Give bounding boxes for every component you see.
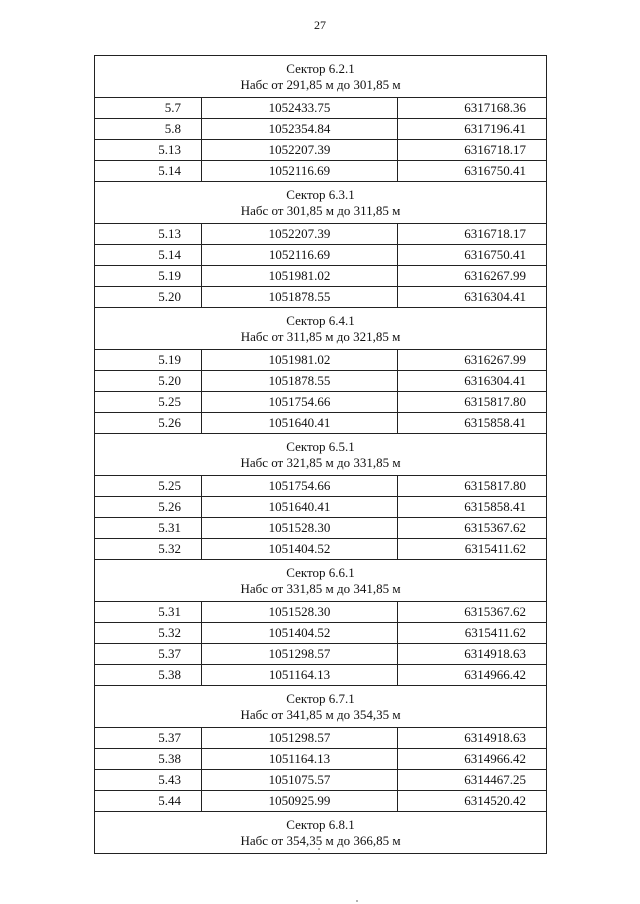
point-number-cell: 5.43: [95, 770, 202, 791]
table-row: [95, 770, 547, 791]
x-coordinate-cell: 1051754.66: [202, 476, 398, 497]
point-number-cell: 5.7: [95, 98, 202, 119]
sector-title: Сектор 6.3.1: [286, 187, 355, 202]
y-coordinate-cell: 6314918.63: [398, 644, 547, 665]
point-number-cell: 5.14: [95, 161, 202, 182]
sector-header-row: [95, 182, 547, 224]
sector-elevation-range: Набс от 291,85 м до 301,85 м: [240, 77, 401, 92]
point-number-cell: 5.37: [95, 728, 202, 749]
scan-speck: [356, 900, 358, 902]
y-coordinate-cell: 6314520.42: [398, 791, 547, 812]
x-coordinate-cell: 1050925.99: [202, 791, 398, 812]
table-row: [95, 728, 547, 749]
sector-header: [95, 308, 547, 350]
x-coordinate-cell: 1051164.13: [202, 749, 398, 770]
y-coordinate-cell: 6315411.62: [398, 623, 547, 644]
y-coordinate-cell: 6316267.99: [398, 350, 547, 371]
sector-header: [95, 56, 547, 98]
sector-title: Сектор 6.2.1: [286, 61, 355, 76]
y-coordinate-cell: 6315367.62: [398, 518, 547, 539]
x-coordinate-cell: 1052116.69: [202, 245, 398, 266]
y-coordinate-cell: 6317196.41: [398, 119, 547, 140]
sector-elevation-range: Набс от 331,85 м до 341,85 м: [240, 581, 401, 596]
table-row: [95, 791, 547, 812]
point-number-cell: 5.26: [95, 497, 202, 518]
table-row: [95, 602, 547, 623]
point-number-cell: 5.37: [95, 644, 202, 665]
x-coordinate-cell: 1051640.41: [202, 413, 398, 434]
table-row: [95, 245, 547, 266]
scan-speck: [318, 848, 320, 850]
y-coordinate-cell: 6314467.25: [398, 770, 547, 791]
y-coordinate-cell: 6315367.62: [398, 602, 547, 623]
sector-header: [95, 434, 547, 476]
sector-header-row: [95, 686, 547, 728]
x-coordinate-cell: 1051075.57: [202, 770, 398, 791]
y-coordinate-cell: 6316267.99: [398, 266, 547, 287]
table-row: [95, 623, 547, 644]
y-coordinate-cell: 6315858.41: [398, 497, 547, 518]
y-coordinate-cell: 6316304.41: [398, 371, 547, 392]
table-row: [95, 476, 547, 497]
point-number-cell: 5.31: [95, 518, 202, 539]
point-number-cell: 5.32: [95, 623, 202, 644]
x-coordinate-cell: 1052207.39: [202, 140, 398, 161]
sector-elevation-range: Набс от 321,85 м до 331,85 м: [240, 455, 401, 470]
sector-header-row: [95, 56, 547, 98]
table-row: [95, 161, 547, 182]
x-coordinate-cell: 1051528.30: [202, 518, 398, 539]
y-coordinate-cell: 6317168.36: [398, 98, 547, 119]
table-row: [95, 119, 547, 140]
x-coordinate-cell: 1051298.57: [202, 644, 398, 665]
sector-title: Сектор 6.7.1: [286, 691, 355, 706]
coordinates-table-body: [95, 56, 547, 854]
x-coordinate-cell: 1051878.55: [202, 371, 398, 392]
point-number-cell: 5.25: [95, 476, 202, 497]
sector-elevation-range: Набс от 354,35 м до 366,85 м: [240, 833, 401, 848]
table-row: [95, 287, 547, 308]
x-coordinate-cell: 1052433.75: [202, 98, 398, 119]
point-number-cell: 5.20: [95, 371, 202, 392]
y-coordinate-cell: 6316750.41: [398, 161, 547, 182]
point-number-cell: 5.13: [95, 224, 202, 245]
y-coordinate-cell: 6316750.41: [398, 245, 547, 266]
table-row: [95, 749, 547, 770]
x-coordinate-cell: 1051164.13: [202, 665, 398, 686]
sector-header: [95, 686, 547, 728]
x-coordinate-cell: 1052354.84: [202, 119, 398, 140]
sector-elevation-range: Набс от 301,85 м до 311,85 м: [240, 203, 401, 218]
point-number-cell: 5.31: [95, 602, 202, 623]
point-number-cell: 5.19: [95, 266, 202, 287]
sector-header-row: [95, 560, 547, 602]
sector-header: [95, 182, 547, 224]
point-number-cell: 5.8: [95, 119, 202, 140]
sector-title: Сектор 6.8.1: [286, 817, 355, 832]
sector-header: [95, 560, 547, 602]
x-coordinate-cell: 1051404.52: [202, 623, 398, 644]
table-row: [95, 518, 547, 539]
x-coordinate-cell: 1052116.69: [202, 161, 398, 182]
table-row: [95, 224, 547, 245]
y-coordinate-cell: 6315858.41: [398, 413, 547, 434]
point-number-cell: 5.13: [95, 140, 202, 161]
sector-header-row: [95, 434, 547, 476]
y-coordinate-cell: 6316304.41: [398, 287, 547, 308]
table-row: [95, 98, 547, 119]
sector-title: Сектор 6.4.1: [286, 313, 355, 328]
sector-header: [95, 812, 547, 854]
table-row: [95, 413, 547, 434]
x-coordinate-cell: 1051528.30: [202, 602, 398, 623]
point-number-cell: 5.25: [95, 392, 202, 413]
table-row: [95, 392, 547, 413]
table-row: [95, 497, 547, 518]
point-number-cell: 5.38: [95, 665, 202, 686]
sector-title: Сектор 6.6.1: [286, 565, 355, 580]
sector-header-row: [95, 308, 547, 350]
table-row: [95, 665, 547, 686]
y-coordinate-cell: 6316718.17: [398, 140, 547, 161]
x-coordinate-cell: 1051404.52: [202, 539, 398, 560]
sector-header-row: [95, 812, 547, 854]
point-number-cell: 5.32: [95, 539, 202, 560]
y-coordinate-cell: 6316718.17: [398, 224, 547, 245]
point-number-cell: 5.38: [95, 749, 202, 770]
y-coordinate-cell: 6314966.42: [398, 665, 547, 686]
y-coordinate-cell: 6314918.63: [398, 728, 547, 749]
point-number-cell: 5.26: [95, 413, 202, 434]
table-row: [95, 350, 547, 371]
coordinates-table: [94, 55, 547, 854]
x-coordinate-cell: 1051981.02: [202, 350, 398, 371]
table-row: [95, 266, 547, 287]
x-coordinate-cell: 1051754.66: [202, 392, 398, 413]
y-coordinate-cell: 6315817.80: [398, 392, 547, 413]
y-coordinate-cell: 6315817.80: [398, 476, 547, 497]
table-row: [95, 539, 547, 560]
x-coordinate-cell: 1052207.39: [202, 224, 398, 245]
point-number-cell: 5.14: [95, 245, 202, 266]
page-number: 27: [314, 18, 326, 32]
table-row: [95, 371, 547, 392]
table-row: [95, 140, 547, 161]
x-coordinate-cell: 1051640.41: [202, 497, 398, 518]
sector-elevation-range: Набс от 311,85 м до 321,85 м: [240, 329, 401, 344]
y-coordinate-cell: 6315411.62: [398, 539, 547, 560]
x-coordinate-cell: 1051298.57: [202, 728, 398, 749]
point-number-cell: 5.19: [95, 350, 202, 371]
table-row: [95, 644, 547, 665]
sector-elevation-range: Набс от 341,85 м до 354,35 м: [240, 707, 401, 722]
point-number-cell: 5.20: [95, 287, 202, 308]
x-coordinate-cell: 1051878.55: [202, 287, 398, 308]
y-coordinate-cell: 6314966.42: [398, 749, 547, 770]
x-coordinate-cell: 1051981.02: [202, 266, 398, 287]
point-number-cell: 5.44: [95, 791, 202, 812]
sector-title: Сектор 6.5.1: [286, 439, 355, 454]
